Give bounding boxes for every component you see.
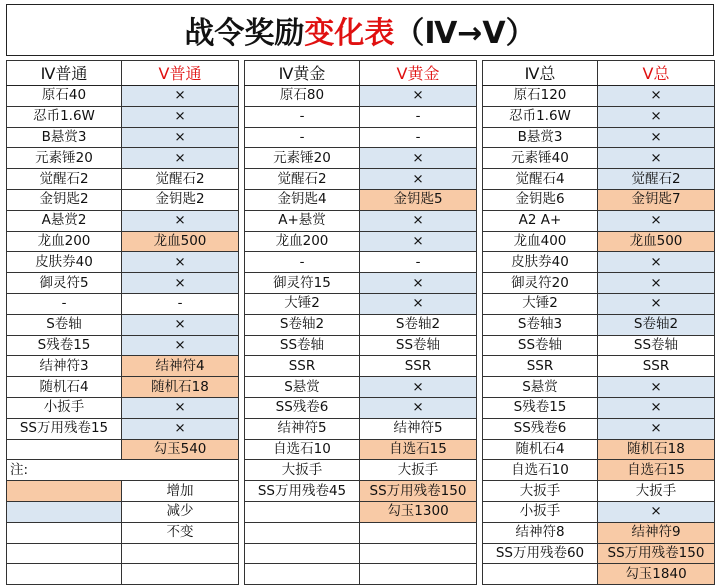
- legend-label-decrease: 减少: [122, 501, 239, 522]
- table-row: [245, 356, 477, 377]
- table-row: [483, 439, 715, 460]
- old-reward-cell: S悬赏: [245, 377, 360, 398]
- table-row: [483, 148, 715, 169]
- old-reward-cell: -: [245, 106, 360, 127]
- old-reward-cell: 随机石4: [483, 439, 598, 460]
- table-row: [245, 127, 477, 148]
- old-reward-cell: B悬赏3: [483, 127, 598, 148]
- new-reward-cell: 结神符4: [122, 356, 239, 377]
- new-reward-cell: SSR: [598, 356, 715, 377]
- old-reward-cell: SS万用残卷45: [245, 481, 360, 502]
- table-row: [245, 377, 477, 398]
- old-reward-cell: 大锤2: [483, 293, 598, 314]
- new-reward-cell: ×: [360, 86, 477, 107]
- table-row: [245, 543, 477, 564]
- table-row: [245, 210, 477, 231]
- old-reward-cell: 自选石10: [245, 439, 360, 460]
- old-reward-cell: 小扳手: [7, 397, 122, 418]
- table-row: [7, 169, 239, 190]
- table-row: [245, 169, 477, 190]
- table-row: [7, 501, 239, 522]
- new-reward-cell: ×: [122, 252, 239, 273]
- new-reward-cell: ×: [122, 127, 239, 148]
- table-row: [483, 397, 715, 418]
- new-reward-cell: ×: [122, 397, 239, 418]
- old-reward-cell: 大扳手: [483, 481, 598, 502]
- new-reward-cell: 自选石15: [360, 439, 477, 460]
- new-reward-cell: ×: [598, 418, 715, 439]
- old-reward-cell: 忍币1.6W: [7, 106, 122, 127]
- new-reward-cell: 结神符9: [598, 522, 715, 543]
- empty-cell: [245, 543, 360, 564]
- new-reward-cell: -: [360, 127, 477, 148]
- new-reward-cell: -: [122, 293, 239, 314]
- new-reward-cell: ×: [598, 86, 715, 107]
- old-reward-cell: 御灵符20: [483, 273, 598, 294]
- new-reward-cell: ×: [122, 418, 239, 439]
- legend-swatch-same: [7, 522, 122, 543]
- old-reward-cell: -: [245, 127, 360, 148]
- title-tail: （Ⅳ→Ⅴ）: [394, 16, 536, 51]
- new-reward-cell: 大扳手: [598, 481, 715, 502]
- table-row: [483, 231, 715, 252]
- table-row: [483, 377, 715, 398]
- new-reward-cell: S卷轴2: [598, 314, 715, 335]
- table-total: [482, 60, 715, 585]
- new-reward-cell: 自选石15: [598, 460, 715, 481]
- legend-swatch-decrease: [7, 501, 122, 522]
- header-new: Ⅴ黄金: [360, 61, 477, 86]
- table-row: [7, 377, 239, 398]
- new-reward-cell: SS万用残卷150: [360, 481, 477, 502]
- old-reward-cell: 结神符5: [245, 418, 360, 439]
- table-row: [245, 564, 477, 585]
- new-reward-cell: SSR: [360, 356, 477, 377]
- table-gold: [244, 60, 477, 585]
- old-reward-cell: SS万用残卷15: [7, 418, 122, 439]
- table-row: [7, 293, 239, 314]
- header-old: Ⅳ黄金: [245, 61, 360, 86]
- empty-cell: [122, 564, 239, 585]
- table-row: [7, 148, 239, 169]
- old-reward-cell: 自选石10: [483, 460, 598, 481]
- table-row: [483, 481, 715, 502]
- table-row: [7, 522, 239, 543]
- table-row: [245, 189, 477, 210]
- empty-cell: [7, 543, 122, 564]
- table-row: [245, 273, 477, 294]
- new-reward-cell: ×: [122, 106, 239, 127]
- old-reward-cell: 小扳手: [483, 501, 598, 522]
- table-row: [483, 564, 715, 585]
- old-reward-cell: 觉醒石2: [7, 169, 122, 190]
- table-row: [245, 293, 477, 314]
- table-row: [245, 231, 477, 252]
- new-reward-cell: ×: [598, 210, 715, 231]
- table-row: [7, 127, 239, 148]
- new-reward-cell: ×: [598, 293, 715, 314]
- table-row: [7, 231, 239, 252]
- header-old: Ⅳ总: [483, 61, 598, 86]
- empty-cell: [360, 543, 477, 564]
- old-reward-cell: SS卷轴: [483, 335, 598, 356]
- new-reward-cell: ×: [360, 231, 477, 252]
- old-reward-cell: SS卷轴: [245, 335, 360, 356]
- new-reward-cell: ×: [598, 501, 715, 522]
- new-reward-cell: ×: [122, 86, 239, 107]
- table-row: [245, 106, 477, 127]
- new-reward-cell: 龙血500: [122, 231, 239, 252]
- legend-note: 注:: [7, 460, 239, 481]
- old-reward-cell: S卷轴2: [245, 314, 360, 335]
- new-reward-cell: 金钥匙7: [598, 189, 715, 210]
- new-reward-cell: 龙血500: [598, 231, 715, 252]
- table-row: [483, 356, 715, 377]
- table-row: [7, 564, 239, 585]
- old-reward-cell: 大扳手: [245, 460, 360, 481]
- old-reward-cell: 皮肤券40: [483, 252, 598, 273]
- new-reward-cell: ×: [598, 106, 715, 127]
- old-reward-cell: 结神符3: [7, 356, 122, 377]
- new-reward-cell: ×: [360, 273, 477, 294]
- table-normal: [6, 60, 239, 585]
- empty-cell: [360, 522, 477, 543]
- old-reward-cell: S悬赏: [483, 377, 598, 398]
- new-reward-cell: S卷轴2: [360, 314, 477, 335]
- new-reward-cell: SS卷轴: [598, 335, 715, 356]
- table-row: [483, 501, 715, 522]
- page-title: [6, 4, 714, 56]
- old-reward-cell: SS残卷6: [245, 397, 360, 418]
- old-reward-cell: 金钥匙2: [7, 189, 122, 210]
- new-reward-cell: 勾玉1300: [360, 501, 477, 522]
- table-row: [483, 522, 715, 543]
- header-old: Ⅳ普通: [7, 61, 122, 86]
- new-reward-cell: ×: [360, 397, 477, 418]
- new-reward-cell: ×: [360, 148, 477, 169]
- table-row: [7, 481, 239, 502]
- new-reward-cell: 金钥匙5: [360, 189, 477, 210]
- table-row: [245, 418, 477, 439]
- new-reward-cell: 随机石18: [122, 377, 239, 398]
- table-row: [483, 169, 715, 190]
- old-reward-cell: 元素锤40: [483, 148, 598, 169]
- old-reward-cell: SSR: [245, 356, 360, 377]
- old-reward-cell: 御灵符15: [245, 273, 360, 294]
- table-row: [7, 439, 239, 460]
- empty-cell: [245, 522, 360, 543]
- new-reward-cell: 结神符5: [360, 418, 477, 439]
- table-row: [7, 314, 239, 335]
- table-row: [483, 189, 715, 210]
- new-reward-cell: ×: [122, 148, 239, 169]
- table-row: [245, 335, 477, 356]
- new-reward-cell: ×: [598, 148, 715, 169]
- old-reward-cell: 忍币1.6W: [483, 106, 598, 127]
- old-reward-cell: [7, 439, 122, 460]
- new-reward-cell: -: [360, 252, 477, 273]
- table-row: [483, 543, 715, 564]
- table-row: [245, 86, 477, 107]
- empty-cell: [7, 564, 122, 585]
- old-reward-cell: [245, 501, 360, 522]
- old-reward-cell: 元素锤20: [7, 148, 122, 169]
- table-row: [7, 106, 239, 127]
- old-reward-cell: 金钥匙4: [245, 189, 360, 210]
- table-row: [483, 335, 715, 356]
- table-row: [7, 273, 239, 294]
- new-reward-cell: ×: [122, 314, 239, 335]
- old-reward-cell: 原石80: [245, 86, 360, 107]
- table-row: [7, 460, 239, 481]
- old-reward-cell: B悬赏3: [7, 127, 122, 148]
- old-reward-cell: 大锤2: [245, 293, 360, 314]
- new-reward-cell: ×: [598, 397, 715, 418]
- new-reward-cell: 大扳手: [360, 460, 477, 481]
- table-row: [245, 481, 477, 502]
- table-row: [245, 397, 477, 418]
- empty-cell: [245, 564, 360, 585]
- table-row: [7, 86, 239, 107]
- new-reward-cell: ×: [360, 210, 477, 231]
- table-row: [7, 356, 239, 377]
- table-row: [7, 397, 239, 418]
- table-row: [7, 418, 239, 439]
- new-reward-cell: 勾玉540: [122, 439, 239, 460]
- old-reward-cell: 原石120: [483, 86, 598, 107]
- new-reward-cell: SS卷轴: [360, 335, 477, 356]
- old-reward-cell: S卷轴3: [483, 314, 598, 335]
- old-reward-cell: 觉醒石2: [245, 169, 360, 190]
- new-reward-cell: ×: [598, 127, 715, 148]
- new-reward-cell: -: [360, 106, 477, 127]
- table-row: [483, 273, 715, 294]
- table-row: [483, 86, 715, 107]
- old-reward-cell: SS残卷6: [483, 418, 598, 439]
- old-reward-cell: SSR: [483, 356, 598, 377]
- old-reward-cell: 御灵符5: [7, 273, 122, 294]
- old-reward-cell: -: [245, 252, 360, 273]
- table-row: [245, 148, 477, 169]
- table-row: [483, 127, 715, 148]
- legend-label-same: 不变: [122, 522, 239, 543]
- new-reward-cell: ×: [122, 335, 239, 356]
- new-reward-cell: ×: [360, 169, 477, 190]
- new-reward-cell: ×: [598, 252, 715, 273]
- header-new: Ⅴ普通: [122, 61, 239, 86]
- new-reward-cell: ×: [598, 273, 715, 294]
- old-reward-cell: 觉醒石4: [483, 169, 598, 190]
- new-reward-cell: ×: [360, 293, 477, 314]
- old-reward-cell: 随机石4: [7, 377, 122, 398]
- new-reward-cell: SS万用残卷150: [598, 543, 715, 564]
- new-reward-cell: 金钥匙2: [122, 189, 239, 210]
- table-row: [7, 210, 239, 231]
- old-reward-cell: A悬赏2: [7, 210, 122, 231]
- table-row: [483, 460, 715, 481]
- old-reward-cell: 龙血400: [483, 231, 598, 252]
- table-row: [245, 460, 477, 481]
- table-row: [7, 335, 239, 356]
- new-reward-cell: 觉醒石2: [598, 169, 715, 190]
- old-reward-cell: SS万用残卷60: [483, 543, 598, 564]
- table-row: [245, 252, 477, 273]
- table-row: [483, 418, 715, 439]
- table-row: [245, 522, 477, 543]
- new-reward-cell: ×: [598, 377, 715, 398]
- empty-cell: [360, 564, 477, 585]
- title-black: 战令奖励: [184, 16, 305, 51]
- table-row: [245, 314, 477, 335]
- old-reward-cell: 金钥匙6: [483, 189, 598, 210]
- table-row: [7, 543, 239, 564]
- old-reward-cell: S卷轴: [7, 314, 122, 335]
- old-reward-cell: 原石40: [7, 86, 122, 107]
- new-reward-cell: ×: [122, 210, 239, 231]
- legend-swatch-increase: [7, 481, 122, 502]
- old-reward-cell: -: [7, 293, 122, 314]
- old-reward-cell: 元素锤20: [245, 148, 360, 169]
- legend-label-increase: 增加: [122, 481, 239, 502]
- table-row: [483, 314, 715, 335]
- table-row: [7, 189, 239, 210]
- table-row: [483, 293, 715, 314]
- new-reward-cell: ×: [360, 377, 477, 398]
- title-red: 变化表: [304, 16, 395, 51]
- old-reward-cell: S残卷15: [483, 397, 598, 418]
- table-row: [245, 501, 477, 522]
- table-row: [483, 106, 715, 127]
- table-row: [483, 210, 715, 231]
- empty-cell: [122, 543, 239, 564]
- old-reward-cell: 龙血200: [245, 231, 360, 252]
- table-row: [245, 439, 477, 460]
- new-reward-cell: 随机石18: [598, 439, 715, 460]
- old-reward-cell: A2 A+: [483, 210, 598, 231]
- header-new: Ⅴ总: [598, 61, 715, 86]
- old-reward-cell: 皮肤券40: [7, 252, 122, 273]
- old-reward-cell: A+悬赏: [245, 210, 360, 231]
- old-reward-cell: [483, 564, 598, 585]
- new-reward-cell: 觉醒石2: [122, 169, 239, 190]
- old-reward-cell: S残卷15: [7, 335, 122, 356]
- new-reward-cell: ×: [122, 273, 239, 294]
- new-reward-cell: 勾玉1840: [598, 564, 715, 585]
- table-row: [7, 252, 239, 273]
- old-reward-cell: 龙血200: [7, 231, 122, 252]
- old-reward-cell: 结神符8: [483, 522, 598, 543]
- table-row: [483, 252, 715, 273]
